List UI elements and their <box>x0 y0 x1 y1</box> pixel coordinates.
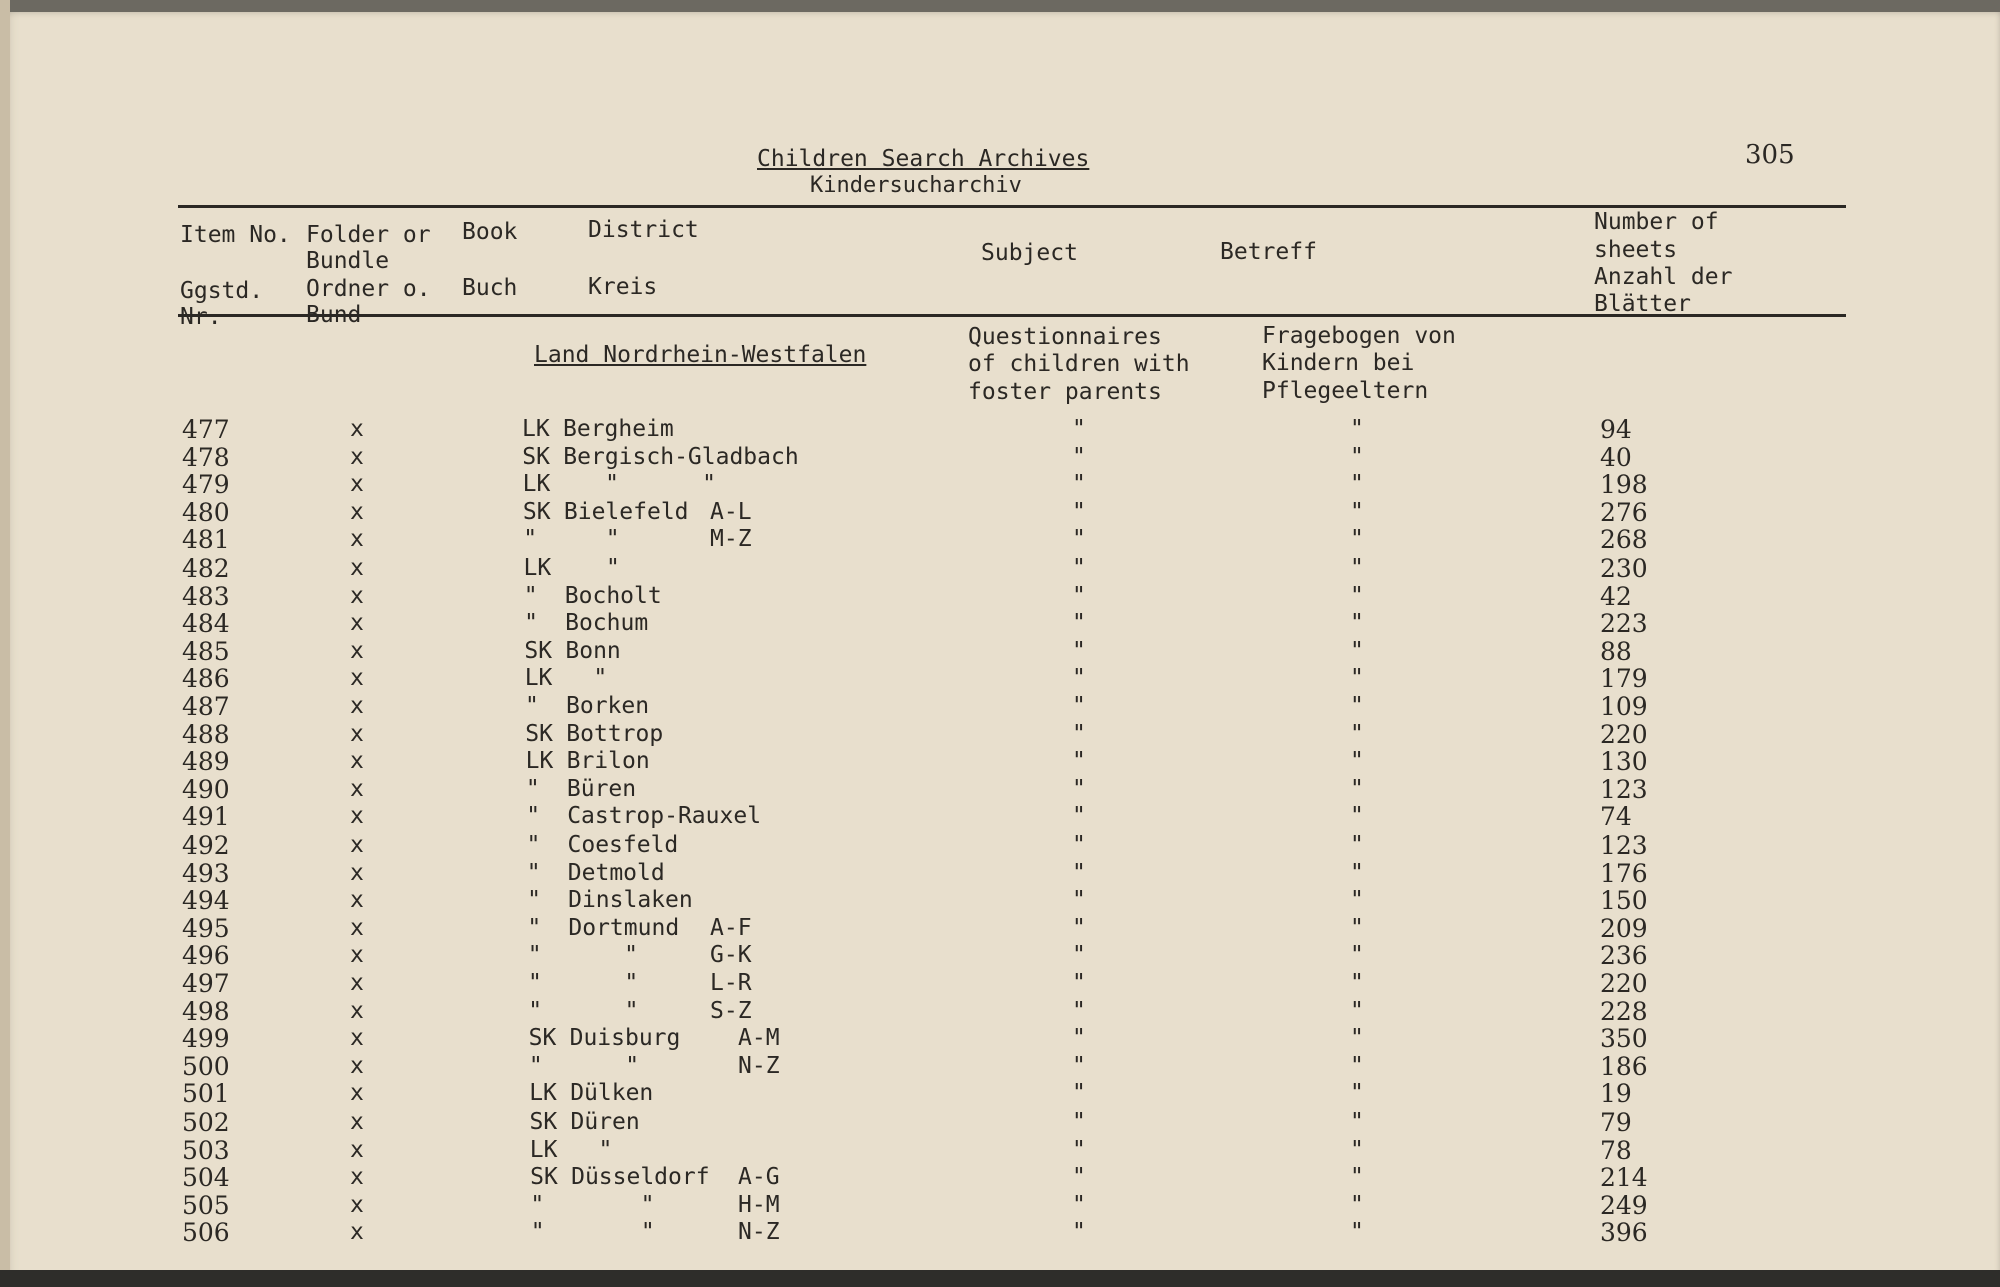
district-range: G-K <box>710 942 752 969</box>
sheet-count: 94 <box>1600 415 1632 444</box>
district-name: Dülken <box>570 1080 654 1107</box>
district-range: N-Z <box>738 1219 780 1246</box>
folder-mark: x <box>350 1219 364 1246</box>
col-sheets-4: Blätter <box>1594 291 1691 317</box>
item-number: 488 <box>182 719 230 749</box>
item-number: 479 <box>182 470 230 500</box>
item-number: 486 <box>182 664 230 694</box>
district-type: SK <box>522 443 550 470</box>
sheet-count: 276 <box>1600 497 1648 527</box>
district-range: M-Z <box>710 526 752 553</box>
district-type: SK <box>528 1025 557 1052</box>
folder-mark: x <box>350 693 364 719</box>
section-betreff-3: Pflegeeltern <box>1262 378 1429 404</box>
folder-mark: x <box>350 1025 364 1052</box>
sheet-count: 109 <box>1600 692 1648 721</box>
betreff-ditto: " <box>1350 997 1364 1024</box>
district-name: " <box>568 942 638 969</box>
table-row <box>0 968 2000 998</box>
table-row <box>0 637 2000 664</box>
item-number: 492 <box>182 831 230 860</box>
district-type: LK <box>522 416 550 442</box>
sheet-count: 123 <box>1600 774 1648 804</box>
col-item-no-de-1: Ggstd. <box>180 278 264 304</box>
subject-ditto: " <box>1072 416 1086 442</box>
district-range: N-Z <box>738 1052 780 1079</box>
folder-mark: x <box>350 832 364 858</box>
district-type: LK <box>525 748 554 775</box>
col-book-en: Book <box>462 219 518 245</box>
page-subtitle: Kindersucharchiv <box>810 173 1022 198</box>
district-type: " <box>526 803 541 830</box>
col-sheets-2: sheets <box>1594 237 1678 263</box>
col-district-de: Kreis <box>588 274 658 300</box>
col-folder-de-2: Bund <box>306 302 362 328</box>
betreff-ditto: " <box>1350 1136 1364 1163</box>
subject-ditto: " <box>1072 637 1086 664</box>
page-bottom-edge <box>0 1270 2000 1287</box>
district-type: LK <box>529 1080 557 1107</box>
subject-ditto: " <box>1072 498 1086 525</box>
district-name: Detmold <box>567 859 665 886</box>
district-type: SK <box>525 720 553 747</box>
subject-ditto: " <box>1072 832 1086 858</box>
district-name: " <box>570 1136 613 1163</box>
betreff-ditto: " <box>1350 887 1364 914</box>
col-sheets-1: Number of <box>1594 209 1719 235</box>
betreff-ditto: " <box>1350 610 1364 637</box>
subject-ditto: " <box>1072 942 1086 969</box>
district-type: " <box>526 859 541 886</box>
district-name: " <box>569 970 639 996</box>
col-folder-de-1: Ordner o. <box>306 276 431 302</box>
folder-mark: x <box>350 498 364 525</box>
district-name: " <box>571 1191 655 1218</box>
col-district-en: District <box>588 217 699 243</box>
folder-mark: x <box>350 610 364 637</box>
district-name: Bocholt <box>564 582 662 609</box>
item-number: 487 <box>182 692 230 721</box>
item-number: 503 <box>182 1135 230 1165</box>
folder-mark: x <box>350 748 364 775</box>
district-type: " <box>523 582 538 609</box>
sheet-count: 228 <box>1600 996 1648 1026</box>
item-number: 485 <box>182 636 230 666</box>
district-type: " <box>528 1052 543 1079</box>
folder-mark: x <box>350 555 364 581</box>
sheet-count: 220 <box>1600 719 1648 749</box>
district-range: A-M <box>738 1025 780 1052</box>
sheet-count: 74 <box>1600 802 1632 832</box>
table-row <box>0 802 2000 832</box>
item-number: 478 <box>182 442 230 472</box>
col-betreff: Betreff <box>1220 239 1317 265</box>
folder-mark: x <box>350 637 364 664</box>
section-betreff-1: Fragebogen von <box>1262 323 1456 349</box>
betreff-ditto: " <box>1350 832 1364 858</box>
sheet-count: 40 <box>1600 442 1632 472</box>
folder-mark: x <box>350 471 364 498</box>
subject-ditto: " <box>1072 1136 1086 1163</box>
sheet-count: 209 <box>1600 913 1648 943</box>
betreff-ditto: " <box>1350 1025 1364 1052</box>
betreff-ditto: " <box>1350 1219 1364 1246</box>
table-row <box>0 471 2000 498</box>
sheet-count: 249 <box>1600 1190 1648 1220</box>
sheet-count: 42 <box>1600 581 1632 611</box>
betreff-ditto: " <box>1350 498 1364 525</box>
table-row <box>0 775 2000 802</box>
folder-mark: x <box>350 720 364 747</box>
subject-ditto: " <box>1072 582 1086 609</box>
district-type: " <box>525 775 540 802</box>
betreff-ditto: " <box>1350 665 1364 692</box>
district-type: LK <box>529 1136 558 1163</box>
sheet-count: 79 <box>1600 1108 1632 1137</box>
district-name: " <box>564 526 620 553</box>
folder-mark: x <box>350 859 364 886</box>
betreff-ditto: " <box>1350 775 1364 802</box>
district-name: Coesfeld <box>567 832 679 858</box>
table-row <box>0 664 2000 694</box>
page-top-edge <box>0 0 2000 12</box>
table-row <box>0 444 2000 471</box>
table-row <box>0 1216 2000 1248</box>
district-type: " <box>527 914 542 941</box>
subject-ditto: " <box>1072 1025 1086 1052</box>
page-number: 305 <box>1745 140 1795 170</box>
table-row <box>0 609 2000 639</box>
header-top-rule <box>178 205 1846 208</box>
sheet-count: 223 <box>1600 609 1648 639</box>
district-type: " <box>530 1191 545 1218</box>
subject-ditto: " <box>1072 555 1086 581</box>
folder-mark: x <box>350 803 364 830</box>
table-row <box>0 1189 2000 1220</box>
col-folder-en-1: Folder or <box>306 222 431 248</box>
district-type: " <box>530 1219 545 1246</box>
table-row <box>0 996 2000 1026</box>
section-subject-1: Questionnaires <box>968 324 1162 350</box>
sheet-count: 268 <box>1600 525 1648 555</box>
district-range: A-L <box>710 498 752 525</box>
item-number: 484 <box>182 609 230 639</box>
col-folder-en-2: Bundle <box>306 248 390 274</box>
district-name: Bottrop <box>566 720 664 747</box>
district-name: Borken <box>566 693 650 719</box>
table-row <box>0 858 2000 888</box>
folder-mark: x <box>350 416 364 442</box>
folder-mark: x <box>350 526 364 553</box>
sheet-count: 150 <box>1600 886 1648 916</box>
betreff-ditto: " <box>1350 1164 1364 1191</box>
district-range: H-M <box>738 1191 780 1218</box>
item-number: 481 <box>182 525 230 555</box>
col-sheets-3: Anzahl der <box>1594 264 1733 290</box>
district-type: LK <box>523 555 552 581</box>
subject-ditto: " <box>1072 775 1086 802</box>
betreff-ditto: " <box>1350 443 1364 470</box>
item-number: 490 <box>182 774 230 804</box>
district-name: Brilon <box>566 748 650 775</box>
sheet-count: 130 <box>1600 747 1648 777</box>
subject-ditto: " <box>1072 665 1086 692</box>
item-number: 491 <box>182 802 230 832</box>
table-row <box>0 1051 2000 1081</box>
folder-mark: x <box>350 1136 364 1163</box>
sheet-count: 123 <box>1600 831 1648 860</box>
betreff-ditto: " <box>1350 416 1364 442</box>
table-row <box>0 1106 2000 1137</box>
district-name: Dortmund <box>568 914 680 941</box>
table-row <box>0 554 2000 581</box>
item-number: 498 <box>182 996 230 1026</box>
district-name: Düren <box>570 1109 640 1135</box>
folder-mark: x <box>350 997 364 1024</box>
table-row <box>0 499 2000 526</box>
table-row <box>0 940 2000 971</box>
item-number: 499 <box>182 1024 230 1054</box>
subject-ditto: " <box>1072 720 1086 747</box>
betreff-ditto: " <box>1350 1080 1364 1107</box>
sheet-count: 198 <box>1600 470 1648 500</box>
table-row <box>0 747 2000 777</box>
betreff-ditto: " <box>1350 637 1364 664</box>
table-row <box>0 720 2000 747</box>
section-subject-2: of children with <box>968 351 1190 377</box>
folder-mark: x <box>350 665 364 692</box>
district-name: Duisburg <box>569 1025 681 1052</box>
folder-mark: x <box>350 1109 364 1135</box>
item-number: 494 <box>182 886 230 916</box>
col-book-de: Buch <box>462 275 518 301</box>
betreff-ditto: " <box>1350 582 1364 609</box>
betreff-ditto: " <box>1350 471 1364 498</box>
district-name: Bielefeld <box>563 498 689 525</box>
betreff-ditto: " <box>1350 859 1364 886</box>
district-type: SK <box>529 1109 558 1135</box>
sheet-count: 78 <box>1600 1135 1632 1165</box>
folder-mark: x <box>350 1191 364 1218</box>
betreff-ditto: " <box>1350 942 1364 969</box>
subject-ditto: " <box>1072 970 1086 996</box>
district-name: Dinslaken <box>568 887 693 914</box>
section-title: Land Nordrhein-Westfalen <box>534 342 867 368</box>
col-item-no-de-2: Nr. <box>180 304 222 330</box>
folder-mark: x <box>350 970 364 996</box>
table-row <box>0 416 2000 443</box>
district-name: " " <box>563 471 716 498</box>
district-type: " <box>528 997 543 1024</box>
district-name: Bergisch-Gladbach <box>563 443 799 470</box>
district-name: Büren <box>566 775 637 802</box>
table-row <box>0 1078 2000 1109</box>
district-range: A-F <box>710 914 752 941</box>
district-type: LK <box>522 471 551 498</box>
subject-ditto: " <box>1072 1052 1086 1079</box>
subject-ditto: " <box>1072 859 1086 886</box>
sheet-count: 214 <box>1600 1163 1648 1193</box>
subject-ditto: " <box>1072 471 1086 498</box>
subject-ditto: " <box>1072 748 1086 775</box>
item-number: 477 <box>182 415 230 444</box>
item-number: 480 <box>182 497 230 527</box>
table-row <box>0 692 2000 719</box>
district-name: " <box>569 997 639 1024</box>
district-range: L-R <box>710 970 752 996</box>
folder-mark: x <box>350 914 364 941</box>
subject-ditto: " <box>1072 1080 1086 1107</box>
sheet-count: 176 <box>1600 858 1648 888</box>
section-betreff-2: Kindern bei <box>1262 350 1415 376</box>
folder-mark: x <box>350 1080 364 1107</box>
table-row <box>0 1161 2000 1193</box>
district-name: Castrop-Rauxel <box>567 803 762 830</box>
item-number: 497 <box>182 969 230 998</box>
table-row <box>0 1134 2000 1165</box>
item-number: 506 <box>182 1218 230 1248</box>
sheet-count: 88 <box>1600 636 1632 666</box>
folder-mark: x <box>350 942 364 969</box>
table-row <box>0 1023 2000 1054</box>
betreff-ditto: " <box>1350 720 1364 747</box>
betreff-ditto: " <box>1350 914 1364 941</box>
district-name: Bochum <box>565 610 649 637</box>
subject-ditto: " <box>1072 610 1086 637</box>
table-row <box>0 885 2000 916</box>
folder-mark: x <box>350 887 364 914</box>
betreff-ditto: " <box>1350 526 1364 553</box>
item-number: 504 <box>182 1163 230 1193</box>
district-name: " <box>564 555 620 581</box>
district-type: " <box>525 693 539 719</box>
table-row <box>0 830 2000 860</box>
sheet-count: 19 <box>1600 1079 1632 1109</box>
sheet-count: 350 <box>1600 1024 1648 1054</box>
betreff-ditto: " <box>1350 803 1364 830</box>
folder-mark: x <box>350 582 364 609</box>
district-type: " <box>527 942 542 969</box>
folder-mark: x <box>350 443 364 470</box>
betreff-ditto: " <box>1350 1109 1364 1135</box>
item-number: 482 <box>182 554 230 583</box>
betreff-ditto: " <box>1350 693 1364 719</box>
betreff-ditto: " <box>1350 970 1364 996</box>
district-type: " <box>528 970 542 996</box>
item-number: 505 <box>182 1190 230 1220</box>
district-type: SK <box>530 1164 558 1191</box>
district-type: " <box>527 887 541 914</box>
district-name: " <box>571 1219 655 1246</box>
district-type: " <box>523 526 538 553</box>
district-type: SK <box>524 637 553 664</box>
betreff-ditto: " <box>1350 555 1364 581</box>
district-type: " <box>526 832 541 858</box>
betreff-ditto: " <box>1350 1052 1364 1079</box>
district-name: " <box>569 1052 640 1079</box>
district-name: Bonn <box>565 637 621 664</box>
item-number: 493 <box>182 858 230 888</box>
item-number: 501 <box>182 1079 230 1109</box>
district-range: S-Z <box>710 997 752 1024</box>
district-name: " <box>565 665 608 692</box>
subject-ditto: " <box>1072 1219 1086 1246</box>
item-number: 495 <box>182 913 230 943</box>
subject-ditto: " <box>1072 526 1086 553</box>
subject-ditto: " <box>1072 443 1086 470</box>
item-number: 502 <box>182 1108 230 1137</box>
item-number: 496 <box>182 941 230 971</box>
table-row <box>0 582 2000 609</box>
table-row <box>0 913 2000 943</box>
folder-mark: x <box>350 775 364 802</box>
sheet-count: 186 <box>1600 1051 1648 1081</box>
district-range: A-G <box>738 1164 780 1191</box>
sheet-count: 236 <box>1600 941 1648 971</box>
district-name: Düsseldorf <box>571 1164 710 1191</box>
district-name: Bergheim <box>563 416 674 442</box>
subject-ditto: " <box>1072 803 1086 830</box>
betreff-ditto: " <box>1350 1191 1364 1218</box>
district-type: " <box>524 610 538 637</box>
district-type: SK <box>522 498 551 525</box>
subject-ditto: " <box>1072 1164 1086 1191</box>
page-title: Children Search Archives <box>757 146 1090 172</box>
folder-mark: x <box>350 1052 364 1079</box>
item-number: 489 <box>182 747 230 777</box>
col-subject: Subject <box>981 240 1078 266</box>
sheet-count: 396 <box>1600 1218 1648 1248</box>
sheet-count: 230 <box>1600 554 1648 583</box>
item-number: 483 <box>182 581 230 611</box>
subject-ditto: " <box>1072 887 1086 914</box>
col-item-no-en: Item No. <box>180 222 291 248</box>
subject-ditto: " <box>1072 997 1086 1024</box>
subject-ditto: " <box>1072 693 1086 719</box>
subject-ditto: " <box>1072 1109 1086 1135</box>
sheet-count: 220 <box>1600 969 1648 998</box>
subject-ditto: " <box>1072 914 1086 941</box>
subject-ditto: " <box>1072 1191 1086 1218</box>
district-type: LK <box>524 665 553 692</box>
item-number: 500 <box>182 1051 230 1081</box>
folder-mark: x <box>350 1164 364 1191</box>
section-subject-3: foster parents <box>968 379 1162 405</box>
table-row <box>0 526 2000 553</box>
sheet-count: 179 <box>1600 664 1648 694</box>
betreff-ditto: " <box>1350 748 1364 775</box>
